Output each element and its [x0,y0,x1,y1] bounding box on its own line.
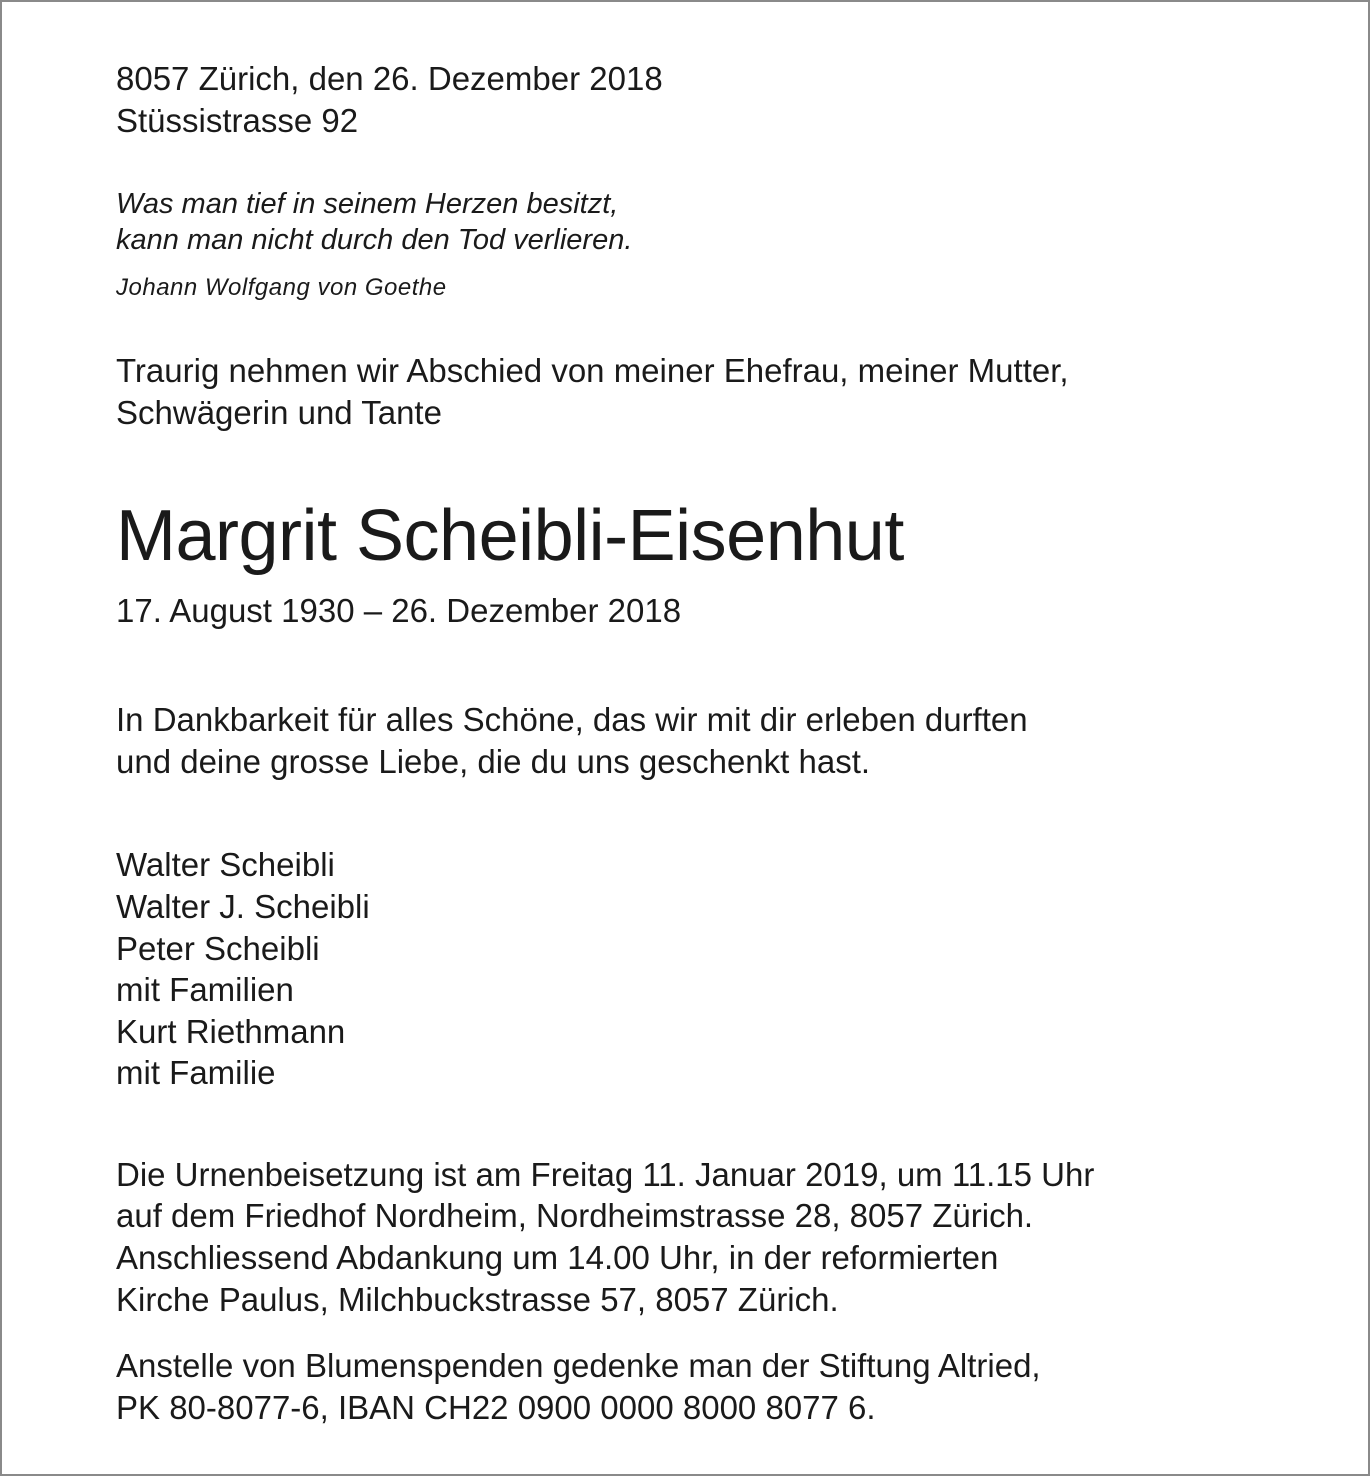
ceremony-line: Anschliessend Abdankung um 14.00 Uhr, in der reformierten [116,1239,999,1276]
life-dates: 17. August 1930 – 26. Dezember 2018 [116,592,682,629]
place-date: 8057 Zürich, den 26. Dezember 2018 [116,60,663,97]
mourner-name: Peter Scheibli [116,930,320,967]
gratitude-line: und deine grosse Liebe, die du uns geschenkt hast. [116,743,871,780]
mourner-name: mit Familie [116,1054,276,1091]
deceased-name: Margrit Scheibli-Eisenhut [116,496,904,576]
gratitude-line: In Dankbarkeit für alles Schöne, das wir mit dir erleben durften [116,701,1028,738]
mourner-name: Walter Scheibli [116,846,335,883]
quote-line: Was man tief in seinem Herzen besitzt, [116,188,619,220]
mourner-name: Kurt Riethmann [116,1013,346,1050]
intro-line: Schwägerin und Tante [116,394,442,431]
donation-line: PK 80-8077-6, IBAN CH22 0900 0000 8000 8077 6. [116,1389,876,1426]
quote-line: kann man nicht durch den Tod verlieren. [116,224,633,256]
ceremony-line: Kirche Paulus, Milchbuckstrasse 57, 8057 Zürich. [116,1281,839,1318]
mourner-name: Walter J. Scheibli [116,888,370,925]
donation-line: Anstelle von Blumenspenden gedenke man der Stiftung Altried, [116,1347,1041,1384]
ceremony-line: auf dem Friedhof Nordheim, Nordheimstrasse 28, 8057 Zürich. [116,1197,1034,1234]
address: Stüssistrasse 92 [116,102,359,139]
mourner-name: mit Familien [116,971,294,1008]
intro-line: Traurig nehmen wir Abschied von meiner Ehefrau, meiner Mutter, [116,352,1069,389]
quote-author: Johann Wolfgang von Goethe [116,274,447,301]
ceremony-line: Die Urnenbeisetzung ist am Freitag 11. Januar 2019, um 11.15 Uhr [116,1156,1095,1193]
